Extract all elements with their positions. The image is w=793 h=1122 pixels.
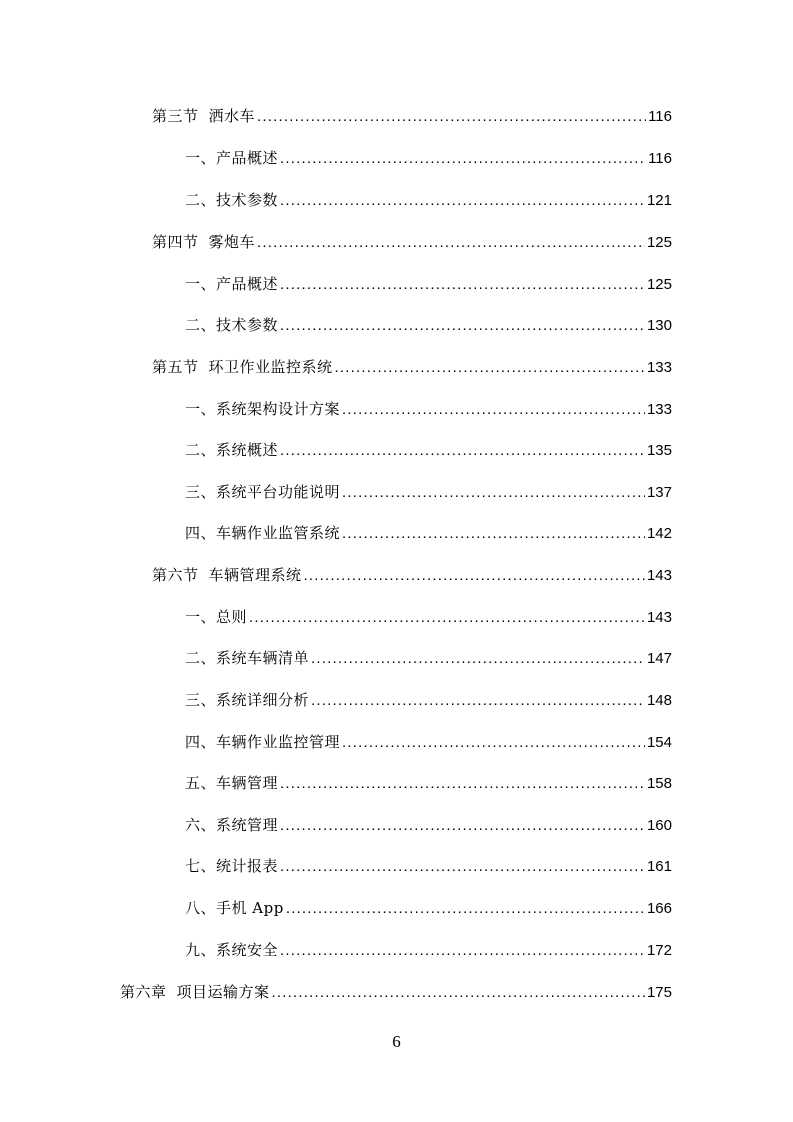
toc-entry-number: 五、 — [185, 774, 217, 792]
toc-entry-page: 143 — [646, 567, 672, 584]
toc-entry-number: 一、 — [185, 149, 217, 167]
toc-entry-title: 手机 App — [216, 899, 284, 917]
dot-leader — [280, 314, 645, 338]
dot-leader — [272, 981, 645, 1005]
toc-entry[interactable] — [185, 438, 672, 462]
toc-entry[interactable] — [185, 313, 672, 337]
toc-entry-number: 三、 — [185, 691, 217, 709]
toc-entry[interactable] — [185, 521, 672, 545]
toc-entry-title: 项目运输方案 — [176, 983, 270, 1001]
toc-entry[interactable] — [185, 272, 672, 296]
dot-leader — [280, 855, 645, 879]
toc-entry-title: 统计报表 — [216, 857, 279, 875]
toc-entry-number: 二、 — [185, 191, 217, 209]
toc-entry-page: 161 — [646, 858, 672, 875]
toc-entry-page: 148 — [646, 692, 672, 709]
dot-leader — [304, 564, 645, 588]
toc-entry-number: 第六章 — [120, 983, 167, 1001]
toc-entry[interactable] — [185, 646, 672, 670]
dot-leader — [286, 897, 645, 921]
toc-entry-title: 总则 — [216, 608, 248, 626]
dot-leader — [342, 481, 645, 505]
toc-entry[interactable] — [120, 980, 672, 1004]
toc-entry-number: 第五节 — [152, 358, 199, 376]
toc-entry-number: 一、 — [185, 275, 217, 293]
toc-entry-page: 116 — [648, 108, 672, 125]
toc-entry[interactable] — [185, 188, 672, 212]
toc-entry[interactable] — [185, 896, 672, 920]
toc-entry-number: 二、 — [185, 649, 217, 667]
toc-entry-title: 系统概述 — [216, 441, 279, 459]
toc-entry-page: 135 — [646, 442, 672, 459]
toc-entry-page: 172 — [646, 942, 672, 959]
toc-entry-page: 160 — [646, 817, 672, 834]
toc-entry[interactable] — [185, 730, 672, 754]
toc-entry-page: 130 — [646, 317, 672, 334]
toc-entry[interactable] — [185, 771, 672, 795]
toc-entry-number: 二、 — [185, 441, 217, 459]
toc-entry-page: 133 — [646, 401, 672, 418]
dot-leader — [342, 398, 645, 422]
dot-leader — [342, 522, 645, 546]
toc-entry-page: 158 — [646, 775, 672, 792]
toc-entry-number: 四、 — [185, 733, 217, 751]
toc-entry-number: 九、 — [185, 941, 217, 959]
page-number: 6 — [392, 1032, 401, 1051]
toc-entry-number: 第四节 — [152, 233, 199, 251]
toc-entry[interactable] — [152, 104, 672, 128]
toc-entry-title: 系统车辆清单 — [216, 649, 310, 667]
toc-entry[interactable] — [152, 563, 672, 587]
dot-leader — [280, 273, 645, 297]
toc-entry-title: 产品概述 — [216, 275, 279, 293]
toc-entry-page: 121 — [646, 192, 672, 209]
toc-entry[interactable] — [185, 813, 672, 837]
toc-entry-title: 车辆管理系统 — [208, 566, 302, 584]
toc-entry-number: 六、 — [185, 816, 217, 834]
toc-entry-page: 175 — [646, 984, 672, 1001]
toc-entry-title: 技术参数 — [216, 316, 279, 334]
toc-entry-title: 环卫作业监控系统 — [208, 358, 333, 376]
toc-entry-page: 142 — [646, 525, 672, 542]
dot-leader — [249, 606, 645, 630]
toc-entry[interactable] — [185, 688, 672, 712]
toc-entry[interactable] — [185, 854, 672, 878]
toc-entry-page: 133 — [646, 359, 672, 376]
toc-entry[interactable] — [185, 146, 672, 170]
dot-leader — [311, 689, 645, 713]
toc-entry[interactable] — [185, 605, 672, 629]
toc-entry-title: 系统管理 — [216, 816, 279, 834]
dot-leader — [257, 231, 645, 255]
toc-entry-title: 车辆作业监管系统 — [216, 524, 341, 542]
toc-entry-number: 七、 — [185, 857, 217, 875]
toc-entry-title: 产品概述 — [216, 149, 279, 167]
dot-leader — [257, 105, 646, 129]
toc-entry-number: 四、 — [185, 524, 217, 542]
toc-entry-title: 车辆作业监控管理 — [216, 733, 341, 751]
toc-entry-number: 一、 — [185, 608, 217, 626]
toc-entry-page: 116 — [648, 150, 672, 167]
toc-entry-title: 车辆管理 — [216, 774, 279, 792]
dot-leader — [280, 939, 645, 963]
toc-entry[interactable] — [185, 938, 672, 962]
toc-entry-page: 125 — [646, 234, 672, 251]
toc-entry[interactable] — [185, 480, 672, 504]
dot-leader — [335, 356, 645, 380]
toc-entry-number: 三、 — [185, 483, 217, 501]
dot-leader — [342, 731, 645, 755]
dot-leader — [280, 814, 645, 838]
toc-entry-number: 二、 — [185, 316, 217, 334]
toc-entry-title: 系统平台功能说明 — [216, 483, 341, 501]
toc-entry[interactable] — [185, 397, 672, 421]
toc-entry-title: 系统详细分析 — [216, 691, 310, 709]
toc-entry-number: 一、 — [185, 400, 217, 418]
toc-entry-number: 第三节 — [152, 107, 199, 125]
toc-entry-title: 技术参数 — [216, 191, 279, 209]
toc-entry-number: 第六节 — [152, 566, 199, 584]
toc-entry[interactable] — [152, 230, 672, 254]
dot-leader — [280, 189, 645, 213]
toc-entry-title: 系统架构设计方案 — [216, 400, 341, 418]
toc-entry-page: 137 — [646, 484, 672, 501]
toc-entry[interactable] — [152, 355, 672, 379]
toc-entry-page: 143 — [646, 609, 672, 626]
toc-entry-number: 八、 — [185, 899, 217, 917]
dot-leader — [280, 147, 646, 171]
toc-entry-page: 154 — [646, 734, 672, 751]
toc-entry-title: 雾炮车 — [208, 233, 256, 251]
dot-leader — [280, 772, 645, 796]
dot-leader — [280, 439, 645, 463]
toc-entry-page: 147 — [646, 650, 672, 667]
toc-entry-page: 166 — [646, 900, 672, 917]
toc-entry-page: 125 — [646, 276, 672, 293]
toc-entry-title: 洒水车 — [208, 107, 256, 125]
dot-leader — [311, 647, 645, 671]
toc-entry-title: 系统安全 — [216, 941, 279, 959]
